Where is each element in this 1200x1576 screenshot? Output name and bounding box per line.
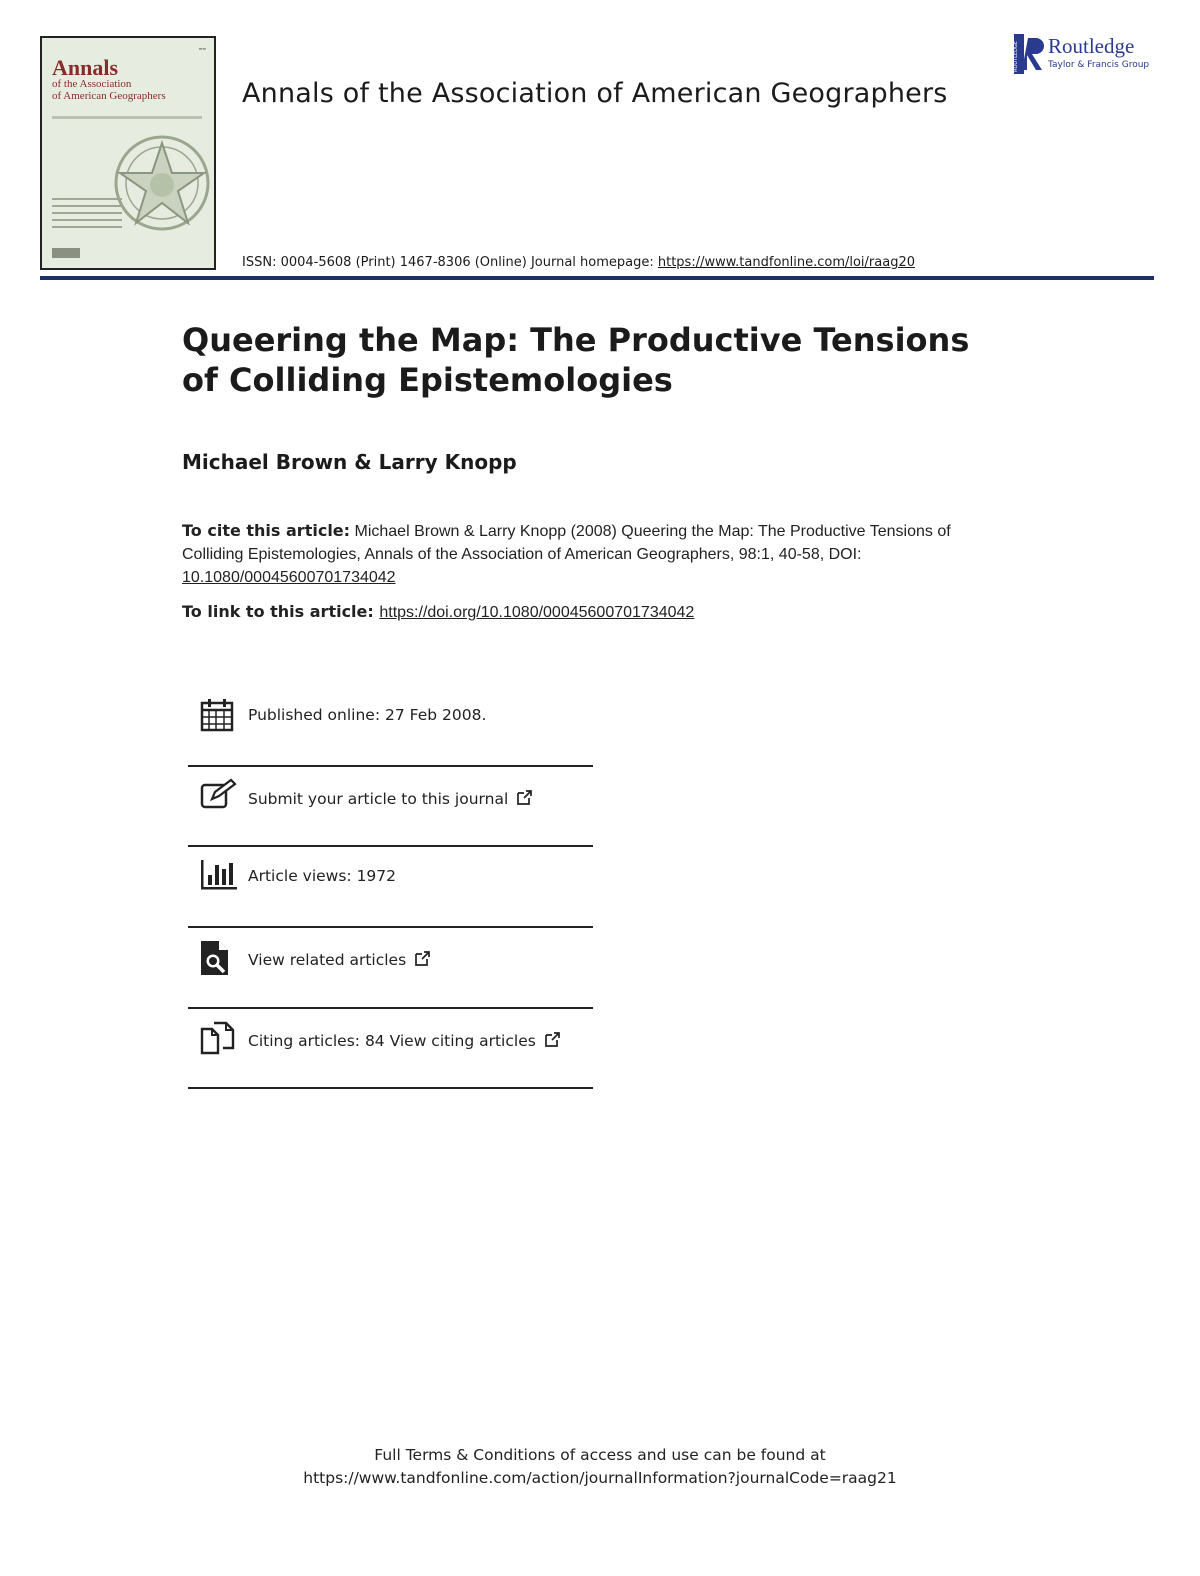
publisher-logo[interactable] (1014, 34, 1164, 74)
article-url-link[interactable]: https://doi.org/10.1080/00045600701734042 (379, 604, 695, 621)
article-authors: Michael Brown & Larry Knopp (182, 450, 517, 474)
cover-title-big: Annals (52, 55, 119, 80)
terms-footer (0, 1444, 1200, 1490)
link-label: To link to this article: (182, 602, 380, 621)
cover-contents (52, 198, 122, 233)
calendar-icon (200, 698, 234, 732)
doi-link[interactable]: 10.1080/00045600701734042 (182, 569, 396, 586)
cover-seal-icon (112, 133, 212, 233)
article-title: Queering the Map: The Productive Tensions of Colliding Epistemologies (182, 321, 970, 399)
journal-cover-image (40, 36, 216, 270)
citing-articles-link[interactable]: Citing articles: 84 View citing articles (248, 1032, 560, 1050)
cover-title-line-1: of the Association (52, 78, 132, 91)
external-link-icon (414, 951, 430, 966)
external-link-icon (544, 1032, 560, 1047)
cover-title (52, 56, 166, 102)
external-link-icon (516, 790, 532, 805)
submit-article-link[interactable]: Submit your article to this journal (248, 790, 532, 808)
article-views-text: Article views: 1972 (248, 867, 397, 885)
document-search-icon (200, 940, 232, 976)
svg-text:ROUTLEDGE: ROUTLEDGE (1013, 41, 1019, 72)
cover-tag: ▬▬ (198, 46, 206, 51)
submit-article-row[interactable] (188, 767, 593, 847)
bar-chart-icon (200, 859, 238, 891)
publisher-name: Routledge (1048, 34, 1135, 58)
article-views-row (188, 847, 593, 927)
publisher-subtitle: Taylor & Francis Group (1048, 60, 1150, 70)
related-articles-link[interactable]: View related articles (248, 951, 430, 969)
copy-documents-icon (200, 1021, 236, 1057)
published-online-row (188, 686, 593, 766)
related-articles-row[interactable] (188, 928, 593, 1008)
header-divider (40, 276, 1154, 280)
journal-homepage-link[interactable]: https://www.tandfonline.com/loi/raag20 (657, 255, 915, 270)
cite-text: Michael Brown & Larry Knopp (2008) Queering the Map: The Productive Tensions of Colliding Epistemologies, Annals of the Association of American Geographers, 98:1, 40-58, DOI: (182, 523, 951, 563)
published-online-text: Published online: 27 Feb 2008. (248, 706, 487, 724)
cover-title-line-2: of American Geographers (52, 89, 166, 102)
cover-publisher-logo (52, 248, 80, 258)
cover-volume-bar (52, 116, 202, 119)
citation-block (182, 519, 1002, 589)
footer-line-1: Full Terms & Conditions of access and use can be found at (374, 1446, 826, 1464)
citing-articles-row[interactable] (188, 1009, 593, 1089)
footer-terms-link[interactable]: https://www.tandfonline.com/action/journalInformation?journalCode=raag21 (303, 1469, 897, 1487)
cite-label: To cite this article: (182, 521, 351, 540)
article-link-line (182, 602, 694, 622)
edit-icon (200, 779, 236, 811)
journal-title: Annals of the Association of American Geographers (242, 78, 948, 109)
routledge-logo-icon (1014, 34, 1044, 74)
issn-text: ISSN: 0004-5608 (Print) 1467-8306 (Online) Journal homepage: (242, 255, 658, 270)
divider (188, 1087, 593, 1089)
issn-line (242, 255, 915, 270)
